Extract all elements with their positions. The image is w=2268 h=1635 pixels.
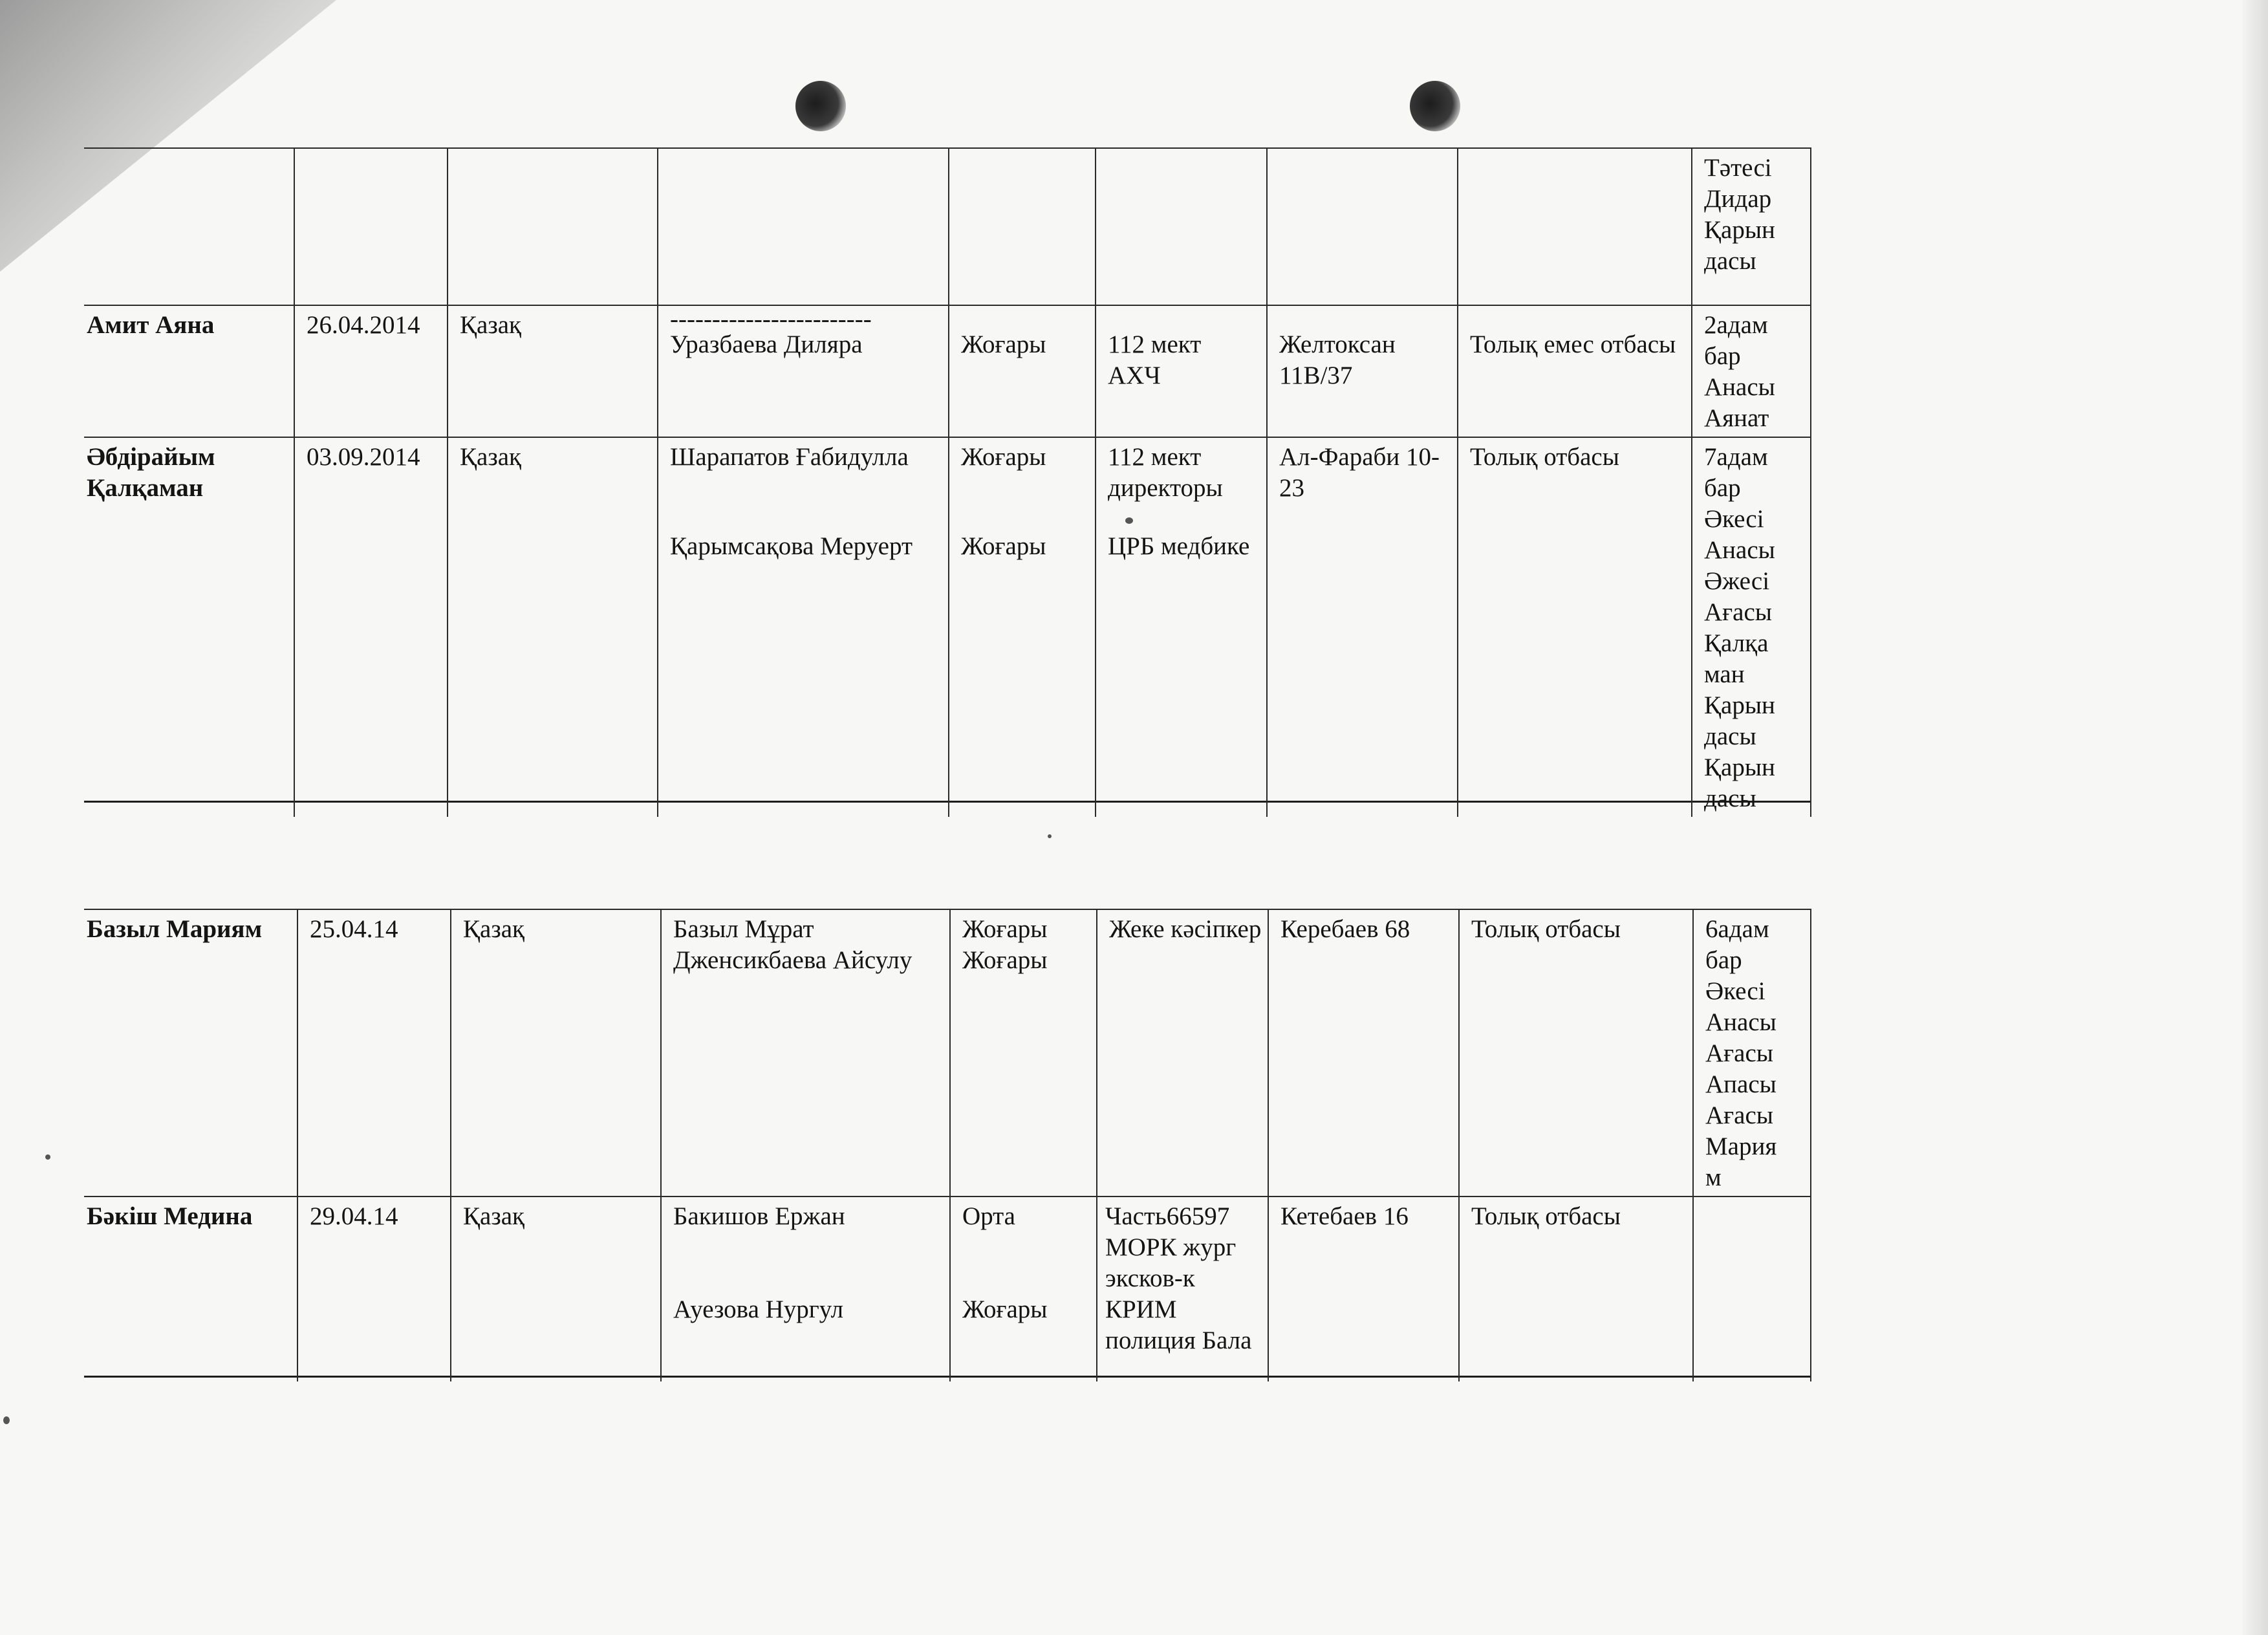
table-row xyxy=(84,305,1811,437)
page-edge-shadow xyxy=(2242,0,2268,1635)
member-line: Қалқа xyxy=(1704,629,1769,657)
member-line: м xyxy=(1705,1164,1722,1191)
student-table-bottom xyxy=(84,909,1811,1378)
cell-address: Керебаев 68 xyxy=(1268,909,1459,1196)
cell-name: Бәкіш Медина xyxy=(84,1196,297,1381)
member-line: Ағасы xyxy=(1704,598,1772,626)
member-line: 6адам xyxy=(1705,915,1769,943)
member-line: Дидар xyxy=(1704,185,1772,213)
cell-parents xyxy=(661,909,950,1196)
member-line: 7адам xyxy=(1704,443,1768,471)
cell-education xyxy=(950,909,1097,1196)
member-line: дасы xyxy=(1704,722,1756,750)
cell-members xyxy=(1692,437,1811,817)
family-records-table-1 xyxy=(84,147,1811,817)
member-line: Мария xyxy=(1705,1132,1777,1160)
cell-nationality xyxy=(448,148,658,305)
student-table-top xyxy=(84,147,1811,812)
speck xyxy=(1048,834,1052,838)
parent-line: Дженсикбаева Айсулу xyxy=(673,946,913,974)
cell-family-type xyxy=(1458,305,1692,437)
parent-line: Уразбаева Диляра xyxy=(670,330,863,358)
cell-family-type: Толық отбасы xyxy=(1459,1196,1693,1381)
parent-line: Ауезова Нургул xyxy=(673,1295,844,1323)
cell-date: 29.04.14 xyxy=(297,1196,451,1381)
cell-education xyxy=(949,437,1096,817)
address-text: Желтоксан 11В/37 xyxy=(1279,330,1396,389)
member-line: бар xyxy=(1704,342,1741,370)
member-line: дасы xyxy=(1704,247,1756,275)
member-line: ман xyxy=(1704,660,1745,688)
cell-parents xyxy=(658,437,949,817)
parent-line: Бакишов Ержан xyxy=(673,1202,845,1230)
member-line: Апасы xyxy=(1705,1070,1777,1098)
education-line: Жоғары xyxy=(961,330,1046,358)
member-line: 2адам xyxy=(1704,311,1768,339)
cell-nationality: Қазақ xyxy=(448,437,658,817)
work-line: 112 мект директоры xyxy=(1108,443,1223,502)
member-line: Әжесі xyxy=(1704,567,1770,595)
cell-nationality: Қазақ xyxy=(451,1196,661,1381)
cell-education xyxy=(949,148,1096,305)
cell-work xyxy=(1096,437,1267,817)
cell-name: Амит Аяна xyxy=(84,305,294,437)
cell-members xyxy=(1692,148,1811,305)
cell-date: 25.04.14 xyxy=(297,909,451,1196)
education-line: Жоғары xyxy=(962,946,1048,974)
member-line: дасы xyxy=(1704,785,1756,812)
family-records-table-2 xyxy=(84,909,1811,1381)
family-type-text: Толық емес отбасы xyxy=(1470,330,1676,358)
education-line: Жоғары xyxy=(961,443,1046,471)
table-row xyxy=(84,1196,1811,1381)
cell-work xyxy=(1096,305,1267,437)
cell-date xyxy=(294,148,448,305)
cell-education xyxy=(950,1196,1097,1381)
cell-family-type xyxy=(1458,148,1692,305)
member-line: Анасы xyxy=(1704,373,1775,401)
member-line: Аянат xyxy=(1704,404,1769,432)
member-line: бар xyxy=(1704,474,1741,502)
member-line: Тәтесі xyxy=(1704,154,1772,182)
cell-address xyxy=(1267,148,1458,305)
cell-address: Кетебаев 16 xyxy=(1268,1196,1459,1381)
cell-name: Базыл Мариям xyxy=(84,909,297,1196)
speck xyxy=(3,1416,10,1424)
education-line: Жоғары xyxy=(962,915,1048,943)
cell-work xyxy=(1097,1196,1268,1381)
cell-date: 26.04.2014 xyxy=(294,305,448,437)
cell-members xyxy=(1693,909,1811,1196)
member-line: Қарын xyxy=(1704,753,1775,781)
table-row xyxy=(84,437,1811,817)
cell-address xyxy=(1267,305,1458,437)
cell-parents xyxy=(658,305,949,437)
work-line: КРИМ полиция Бала xyxy=(1105,1295,1252,1354)
cell-members xyxy=(1692,305,1811,437)
table-row xyxy=(84,909,1811,1196)
speck xyxy=(45,1154,50,1160)
cell-nationality: Қазақ xyxy=(448,305,658,437)
work-line: ЦРБ медбике xyxy=(1108,532,1250,560)
member-line: Әкесі xyxy=(1704,505,1764,533)
cell-name: Әбдірайым Қалқаман xyxy=(84,437,294,817)
cell-date: 03.09.2014 xyxy=(294,437,448,817)
member-line: Әкесі xyxy=(1705,977,1766,1005)
parent-line: Қарымсақова Меруерт xyxy=(670,532,913,560)
member-line: Қарын xyxy=(1704,216,1775,244)
parent-line: Базыл Мұрат xyxy=(673,915,814,943)
work-line: АХЧ xyxy=(1108,362,1161,389)
punch-hole-left xyxy=(795,81,846,131)
education-line: Жоғары xyxy=(962,1295,1048,1323)
education-line: Жоғары xyxy=(961,532,1046,560)
member-line: бар xyxy=(1705,946,1742,974)
cell-work xyxy=(1097,909,1268,1196)
member-line: Ағасы xyxy=(1705,1039,1773,1067)
member-line: Анасы xyxy=(1705,1008,1777,1036)
member-line: Анасы xyxy=(1704,536,1775,564)
cell-address: Ал-Фараби 10-23 xyxy=(1267,437,1458,817)
cell-family-type: Толық отбасы xyxy=(1458,437,1692,817)
education-line: Орта xyxy=(962,1202,1015,1230)
cell-family-type: Толық отбасы xyxy=(1459,909,1693,1196)
work-line: Часть66597 МОРК жург эксков-к xyxy=(1105,1202,1237,1292)
table-row xyxy=(84,148,1811,305)
punch-hole-right xyxy=(1410,81,1460,131)
work-line: 112 мект xyxy=(1108,330,1202,358)
member-line: Ағасы xyxy=(1705,1101,1773,1129)
cell-education xyxy=(949,305,1096,437)
cell-name xyxy=(84,148,294,305)
cell-parents xyxy=(658,148,949,305)
cell-members xyxy=(1693,1196,1811,1381)
work-line: Жеке кәсіпкер xyxy=(1109,915,1262,943)
cell-parents xyxy=(661,1196,950,1381)
parent-line: ------------------------ xyxy=(670,305,872,333)
cell-nationality: Қазақ xyxy=(451,909,661,1196)
cell-work xyxy=(1096,148,1267,305)
member-line: Қарын xyxy=(1704,691,1775,719)
parent-line: Шарапатов Ғабидулла xyxy=(670,443,909,471)
